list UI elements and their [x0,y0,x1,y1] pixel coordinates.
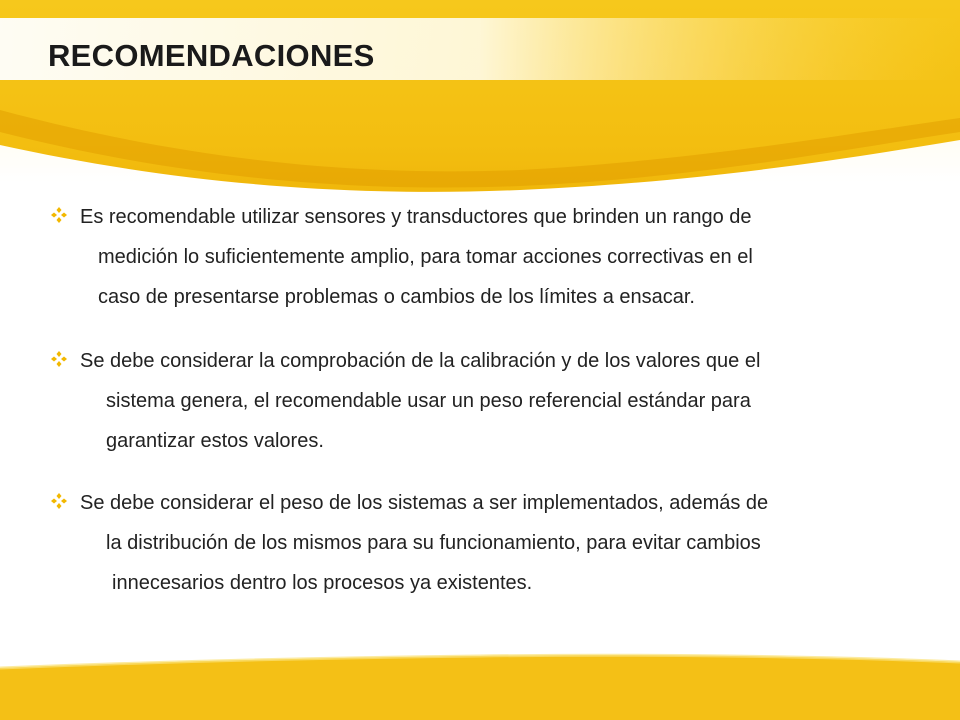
bullet-line [50,341,760,381]
four-diamond-bullet-icon [50,350,68,368]
bullet-line [50,197,753,237]
bullet-line-text: garantizar estos valores. [106,430,324,452]
bullet-line-text: la distribución de los mismos para su funcionamiento, para evitar cambios [106,532,761,554]
bullet-line-text: Es recomendable utilizar sensores y transductores que brinden un rango de [80,206,752,228]
bullet-item-2 [50,341,760,461]
slide-title: RECOMENDACIONES [48,38,375,73]
bullet-line-text: medición lo suficientemente amplio, para tomar acciones correctivas en el [98,246,753,268]
bottom-band [0,655,960,720]
bullet-line-text: innecesarios dentro los procesos ya existentes. [112,572,533,594]
bullet-line-text: sistema genera, el recomendable usar un peso referencial estándar para [106,390,751,412]
bullet-line [50,483,768,523]
bullet-line-text: Se debe considerar el peso de los sistemas a ser implementados, además de [80,492,769,514]
bullet-line-text: Se debe considerar la comprobación de la calibración y de los valores que el [80,350,761,372]
bullet-line-text: caso de presentarse problemas o cambios de los límites a ensacar. [98,286,695,308]
four-diamond-bullet-icon [50,206,68,224]
four-diamond-bullet-icon [50,492,68,510]
bullet-item-1 [50,197,753,317]
bullet-item-3 [50,483,768,603]
